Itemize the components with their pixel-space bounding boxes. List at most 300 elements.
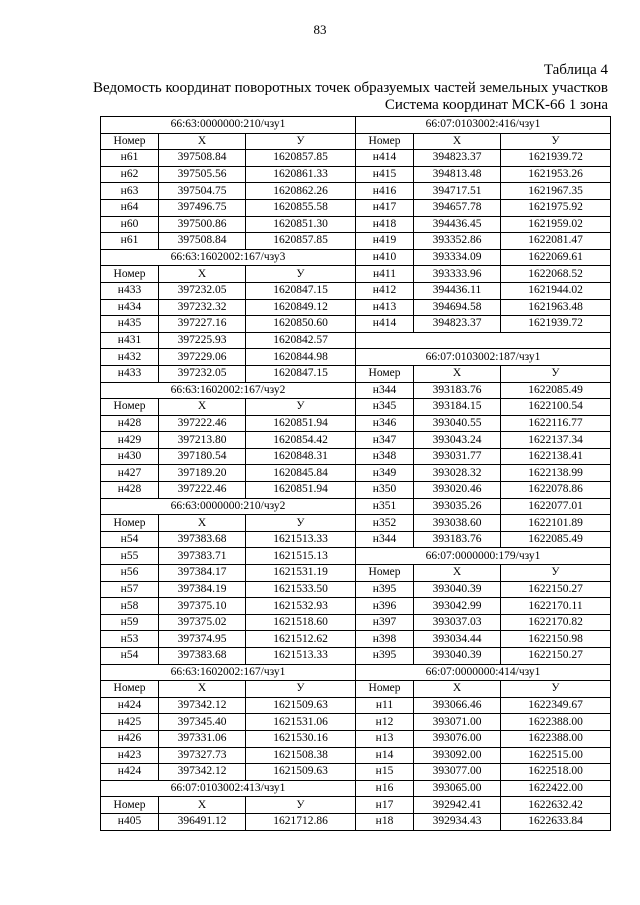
column-header-row: [356, 565, 611, 582]
table-row: [356, 166, 611, 183]
point-number: н410: [356, 249, 414, 266]
x-coordinate: 394657.78: [414, 199, 501, 216]
point-number: н395: [356, 581, 414, 598]
table-row: [101, 598, 356, 615]
point-number: н396: [356, 598, 414, 615]
column-header-y: У: [246, 266, 356, 283]
table-row: [356, 299, 611, 316]
x-coordinate: 397222.46: [159, 415, 246, 432]
page-number: 83: [313, 22, 327, 37]
empty-row: [356, 332, 611, 349]
x-coordinate: 397508.84: [159, 150, 246, 167]
section-title-row: [101, 249, 356, 266]
table-row: [356, 780, 611, 797]
y-coordinate: 1622138.41: [501, 448, 611, 465]
table-row: [101, 813, 356, 830]
y-coordinate: 1622632.42: [501, 797, 611, 814]
table-row: [356, 714, 611, 731]
x-coordinate: 394823.37: [414, 150, 501, 167]
y-coordinate: 1622388.00: [501, 730, 611, 747]
y-coordinate: 1622388.00: [501, 714, 611, 731]
x-coordinate: 397505.56: [159, 166, 246, 183]
column-header-num: Номер: [101, 266, 159, 283]
point-number: н429: [101, 432, 159, 449]
point-number: н57: [101, 581, 159, 598]
table-row: [356, 730, 611, 747]
x-coordinate: 393333.96: [414, 266, 501, 283]
point-number: н418: [356, 216, 414, 233]
x-coordinate: 397383.68: [159, 531, 246, 548]
x-coordinate: 397180.54: [159, 448, 246, 465]
point-number: н423: [101, 747, 159, 764]
column-header-x: X: [414, 681, 501, 698]
y-coordinate: 1622137.34: [501, 432, 611, 449]
point-number: н54: [101, 648, 159, 665]
table-row: [356, 465, 611, 482]
table-row: [356, 199, 611, 216]
point-number: н53: [101, 631, 159, 648]
y-coordinate: 1621939.72: [501, 150, 611, 167]
table-row: [101, 216, 356, 233]
left-coordinate-table: [100, 116, 356, 831]
table-row: [101, 282, 356, 299]
column-header-num: Номер: [356, 365, 414, 382]
x-coordinate: 397375.02: [159, 614, 246, 631]
table-row: [356, 382, 611, 399]
table-row: [101, 697, 356, 714]
x-coordinate: 397232.05: [159, 365, 246, 382]
table-row: [356, 415, 611, 432]
section-title: 66:63:0000000:210/чзу1: [101, 117, 356, 134]
section-title: 66:63:1602002:167/чзу2: [101, 382, 356, 399]
section-title-row: [356, 664, 611, 681]
column-header-x: X: [159, 133, 246, 150]
point-number: н55: [101, 548, 159, 565]
column-header-num: Номер: [101, 133, 159, 150]
section-title-row: [101, 780, 356, 797]
y-coordinate: 1622150.98: [501, 631, 611, 648]
y-coordinate: 1621515.13: [246, 548, 356, 565]
x-coordinate: 393035.26: [414, 498, 501, 515]
point-number: н395: [356, 648, 414, 665]
y-coordinate: 1621530.16: [246, 730, 356, 747]
x-coordinate: 394694.58: [414, 299, 501, 316]
x-coordinate: 397331.06: [159, 730, 246, 747]
table-row: [101, 614, 356, 631]
section-title-row: [101, 117, 356, 134]
point-number: н14: [356, 747, 414, 764]
x-coordinate: 397327.73: [159, 747, 246, 764]
point-number: н54: [101, 531, 159, 548]
x-coordinate: 393042.99: [414, 598, 501, 615]
y-coordinate: 1620847.15: [246, 282, 356, 299]
point-number: н411: [356, 266, 414, 283]
table-row: [101, 415, 356, 432]
point-number: н398: [356, 631, 414, 648]
column-header-num: Номер: [101, 797, 159, 814]
table-row: [101, 648, 356, 665]
column-header-x: X: [159, 797, 246, 814]
y-coordinate: 1622150.27: [501, 648, 611, 665]
x-coordinate: 393031.77: [414, 448, 501, 465]
point-number: н58: [101, 598, 159, 615]
table-row: [101, 581, 356, 598]
y-coordinate: 1621963.48: [501, 299, 611, 316]
y-coordinate: 1622081.47: [501, 233, 611, 250]
y-coordinate: 1620854.42: [246, 432, 356, 449]
y-coordinate: 1621513.33: [246, 648, 356, 665]
point-number: н412: [356, 282, 414, 299]
x-coordinate: 393334.09: [414, 249, 501, 266]
point-number: н417: [356, 199, 414, 216]
table-row: [101, 332, 356, 349]
table-row: [356, 581, 611, 598]
table-row: [101, 531, 356, 548]
section-title: 66:63:0000000:210/чзу2: [101, 498, 356, 515]
x-coordinate: 397504.75: [159, 183, 246, 200]
point-number: н61: [101, 150, 159, 167]
x-coordinate: 394436.45: [414, 216, 501, 233]
table-row: [101, 199, 356, 216]
y-coordinate: 1620855.58: [246, 199, 356, 216]
point-number: н415: [356, 166, 414, 183]
point-number: н62: [101, 166, 159, 183]
table-row: [101, 150, 356, 167]
table-row: [356, 747, 611, 764]
x-coordinate: 397227.16: [159, 316, 246, 333]
x-coordinate: 393040.39: [414, 581, 501, 598]
point-number: н352: [356, 515, 414, 532]
x-coordinate: 393040.39: [414, 648, 501, 665]
section-title-row: [101, 664, 356, 681]
y-coordinate: 1621532.93: [246, 598, 356, 615]
table-row: [356, 216, 611, 233]
y-coordinate: 1622170.11: [501, 598, 611, 615]
table-row: [101, 764, 356, 781]
column-header-num: Номер: [101, 399, 159, 416]
table-row: [101, 448, 356, 465]
point-number: н414: [356, 150, 414, 167]
x-coordinate: 397384.19: [159, 581, 246, 598]
table-row: [101, 631, 356, 648]
table-row: [356, 266, 611, 283]
x-coordinate: 392934.43: [414, 813, 501, 830]
y-coordinate: 1622078.86: [501, 482, 611, 499]
point-number: н347: [356, 432, 414, 449]
section-title: 66:07:0000000:414/чзу1: [356, 664, 611, 681]
point-number: н17: [356, 797, 414, 814]
y-coordinate: 1620849.12: [246, 299, 356, 316]
y-coordinate: 1620842.57: [246, 332, 356, 349]
y-coordinate: 1622101.89: [501, 515, 611, 532]
column-header-y: У: [246, 515, 356, 532]
section-title-row: [356, 349, 611, 366]
x-coordinate: 397229.06: [159, 349, 246, 366]
point-number: н344: [356, 531, 414, 548]
y-coordinate: 1621959.02: [501, 216, 611, 233]
column-header-x: X: [159, 681, 246, 698]
section-title-row: [356, 548, 611, 565]
y-coordinate: 1621531.19: [246, 565, 356, 582]
x-coordinate: 393066.46: [414, 697, 501, 714]
y-coordinate: 1620857.85: [246, 233, 356, 250]
x-coordinate: 393352.86: [414, 233, 501, 250]
x-coordinate: 396491.12: [159, 813, 246, 830]
point-number: н413: [356, 299, 414, 316]
y-coordinate: 1622150.27: [501, 581, 611, 598]
table-row: [101, 183, 356, 200]
column-header-row: [101, 133, 356, 150]
y-coordinate: 1622138.99: [501, 465, 611, 482]
point-number: н15: [356, 764, 414, 781]
y-coordinate: 1622422.00: [501, 780, 611, 797]
point-number: н12: [356, 714, 414, 731]
table-row: [356, 249, 611, 266]
point-number: н348: [356, 448, 414, 465]
section-title: 66:07:0103002:187/чзу1: [356, 349, 611, 366]
table-row: [356, 282, 611, 299]
x-coordinate: 394717.51: [414, 183, 501, 200]
coordinate-system-label: Система координат МСК-66 1 зона: [384, 97, 608, 113]
table-row: [356, 531, 611, 548]
x-coordinate: 393038.60: [414, 515, 501, 532]
table-row: [356, 813, 611, 830]
table-row: [356, 697, 611, 714]
table-row: [356, 614, 611, 631]
x-coordinate: 397508.84: [159, 233, 246, 250]
point-number: н59: [101, 614, 159, 631]
column-header-row: [101, 797, 356, 814]
y-coordinate: 1621512.62: [246, 631, 356, 648]
column-header-row: [101, 399, 356, 416]
column-header-x: X: [159, 399, 246, 416]
point-number: н433: [101, 365, 159, 382]
y-coordinate: 1621513.33: [246, 531, 356, 548]
x-coordinate: 393020.46: [414, 482, 501, 499]
column-header-row: [101, 681, 356, 698]
x-coordinate: 397232.32: [159, 299, 246, 316]
right-coordinate-table: [355, 116, 611, 831]
column-header-num: Номер: [356, 133, 414, 150]
section-title: 66:07:0103002:413/чзу1: [101, 780, 356, 797]
table-row: [356, 498, 611, 515]
table-row: [101, 233, 356, 250]
column-header-row: [101, 515, 356, 532]
point-number: н424: [101, 697, 159, 714]
column-header-row: [356, 133, 611, 150]
column-header-num: Номер: [356, 681, 414, 698]
point-number: н428: [101, 482, 159, 499]
table-row: [356, 797, 611, 814]
x-coordinate: 394823.37: [414, 316, 501, 333]
point-number: н351: [356, 498, 414, 515]
point-number: н346: [356, 415, 414, 432]
y-coordinate: 1621944.02: [501, 282, 611, 299]
table-row: [101, 747, 356, 764]
point-number: н344: [356, 382, 414, 399]
x-coordinate: 397375.10: [159, 598, 246, 615]
table-row: [101, 316, 356, 333]
section-title-row: [101, 498, 356, 515]
table-row: [101, 730, 356, 747]
x-coordinate: 397383.71: [159, 548, 246, 565]
table-row: [101, 432, 356, 449]
table-row: [101, 565, 356, 582]
column-header-y: У: [246, 681, 356, 698]
section-title: 66:63:1602002:167/чзу1: [101, 664, 356, 681]
y-coordinate: 1620844.98: [246, 349, 356, 366]
point-number: н431: [101, 332, 159, 349]
empty-cell: [356, 332, 611, 349]
point-number: н425: [101, 714, 159, 731]
point-number: н419: [356, 233, 414, 250]
table-row: [356, 448, 611, 465]
x-coordinate: 393183.76: [414, 531, 501, 548]
table-row: [356, 482, 611, 499]
x-coordinate: 393040.55: [414, 415, 501, 432]
x-coordinate: 397342.12: [159, 697, 246, 714]
y-coordinate: 1622100.54: [501, 399, 611, 416]
column-header-y: У: [501, 565, 611, 582]
point-number: н426: [101, 730, 159, 747]
section-title-row: [101, 382, 356, 399]
point-number: н349: [356, 465, 414, 482]
y-coordinate: 1621518.60: [246, 614, 356, 631]
y-coordinate: 1622068.52: [501, 266, 611, 283]
x-coordinate: 393065.00: [414, 780, 501, 797]
point-number: н433: [101, 282, 159, 299]
point-number: н427: [101, 465, 159, 482]
section-title: 66:07:0000000:179/чзу1: [356, 548, 611, 565]
table-row: [101, 482, 356, 499]
table-row: [356, 432, 611, 449]
y-coordinate: 1622633.84: [501, 813, 611, 830]
y-coordinate: 1621953.26: [501, 166, 611, 183]
point-number: н434: [101, 299, 159, 316]
y-coordinate: 1621533.50: [246, 581, 356, 598]
column-header-x: X: [414, 565, 501, 582]
y-coordinate: 1622077.01: [501, 498, 611, 515]
y-coordinate: 1621508.38: [246, 747, 356, 764]
document-title: Ведомость координат поворотных точек образуемых частей земельных участков: [93, 80, 608, 96]
point-number: н432: [101, 349, 159, 366]
y-coordinate: 1621531.06: [246, 714, 356, 731]
section-title: 66:63:1602002:167/чзу3: [101, 249, 356, 266]
column-header-num: Номер: [101, 681, 159, 698]
point-number: н416: [356, 183, 414, 200]
column-header-y: У: [246, 797, 356, 814]
table-row: [356, 183, 611, 200]
point-number: н430: [101, 448, 159, 465]
x-coordinate: 393184.15: [414, 399, 501, 416]
y-coordinate: 1622518.00: [501, 764, 611, 781]
point-number: н435: [101, 316, 159, 333]
point-number: н63: [101, 183, 159, 200]
section-title: 66:07:0103002:416/чзу1: [356, 117, 611, 134]
x-coordinate: 393043.24: [414, 432, 501, 449]
x-coordinate: 392942.41: [414, 797, 501, 814]
table-row: [356, 598, 611, 615]
table-row: [356, 150, 611, 167]
x-coordinate: 397342.12: [159, 764, 246, 781]
y-coordinate: 1620845.84: [246, 465, 356, 482]
table-row: [101, 166, 356, 183]
y-coordinate: 1620851.30: [246, 216, 356, 233]
x-coordinate: 397383.68: [159, 648, 246, 665]
x-coordinate: 394436.11: [414, 282, 501, 299]
column-header-x: X: [159, 515, 246, 532]
column-header-y: У: [501, 365, 611, 382]
y-coordinate: 1621967.35: [501, 183, 611, 200]
table-row: [356, 316, 611, 333]
y-coordinate: 1621939.72: [501, 316, 611, 333]
point-number: н397: [356, 614, 414, 631]
x-coordinate: 393076.00: [414, 730, 501, 747]
y-coordinate: 1622349.67: [501, 697, 611, 714]
y-coordinate: 1621712.86: [246, 813, 356, 830]
x-coordinate: 397222.46: [159, 482, 246, 499]
x-coordinate: 397496.75: [159, 199, 246, 216]
point-number: н56: [101, 565, 159, 582]
point-number: н18: [356, 813, 414, 830]
x-coordinate: 397384.17: [159, 565, 246, 582]
left-column: [100, 116, 355, 831]
section-title-row: [356, 117, 611, 134]
point-number: н13: [356, 730, 414, 747]
y-coordinate: 1620861.33: [246, 166, 356, 183]
y-coordinate: 1622069.61: [501, 249, 611, 266]
x-coordinate: 394813.48: [414, 166, 501, 183]
x-coordinate: 397232.05: [159, 282, 246, 299]
right-column: [355, 116, 610, 831]
column-header-row: [356, 681, 611, 698]
y-coordinate: 1622515.00: [501, 747, 611, 764]
point-number: н405: [101, 813, 159, 830]
table-label: Таблица 4: [543, 62, 608, 78]
point-number: н60: [101, 216, 159, 233]
column-header-row: [356, 365, 611, 382]
table-row: [356, 631, 611, 648]
column-header-x: X: [414, 133, 501, 150]
y-coordinate: 1620848.31: [246, 448, 356, 465]
point-number: н61: [101, 233, 159, 250]
table-row: [101, 365, 356, 382]
y-coordinate: 1620851.94: [246, 415, 356, 432]
x-coordinate: 397345.40: [159, 714, 246, 731]
table-row: [101, 714, 356, 731]
y-coordinate: 1620847.15: [246, 365, 356, 382]
point-number: н424: [101, 764, 159, 781]
point-number: н16: [356, 780, 414, 797]
column-header-x: X: [159, 266, 246, 283]
point-number: н11: [356, 697, 414, 714]
y-coordinate: 1621509.63: [246, 697, 356, 714]
point-number: н345: [356, 399, 414, 416]
table-row: [101, 299, 356, 316]
y-coordinate: 1622116.77: [501, 415, 611, 432]
column-header-y: У: [501, 133, 611, 150]
column-header-y: У: [246, 399, 356, 416]
y-coordinate: 1621509.63: [246, 764, 356, 781]
x-coordinate: 397374.95: [159, 631, 246, 648]
x-coordinate: 393034.44: [414, 631, 501, 648]
point-number: н64: [101, 199, 159, 216]
y-coordinate: 1622085.49: [501, 382, 611, 399]
x-coordinate: 397189.20: [159, 465, 246, 482]
x-coordinate: 393037.03: [414, 614, 501, 631]
point-number: н428: [101, 415, 159, 432]
table-row: [356, 515, 611, 532]
